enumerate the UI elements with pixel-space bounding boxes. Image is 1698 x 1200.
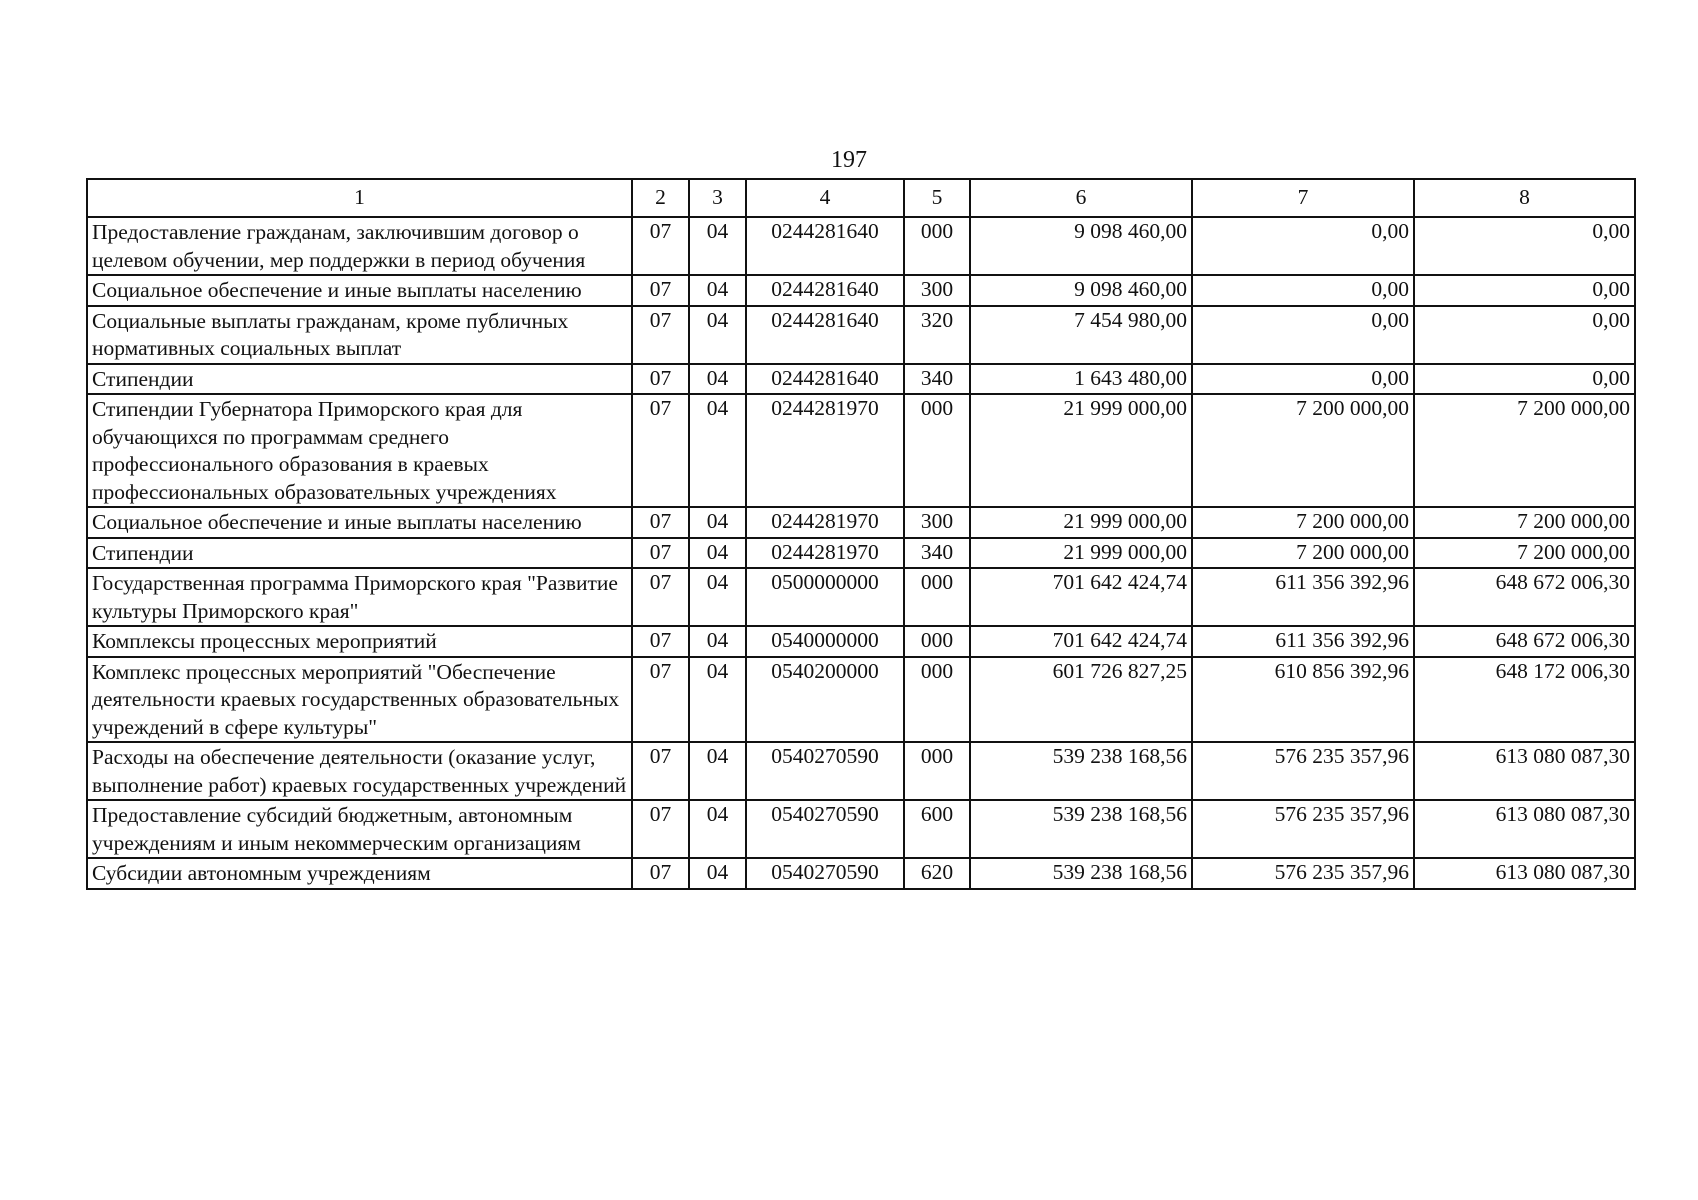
- table-row: [87, 538, 1635, 569]
- column-header: 7: [1192, 179, 1414, 217]
- table-row: [87, 800, 1635, 858]
- amount-col8-cell: 0,00: [1414, 306, 1635, 364]
- row-name-cell: Социальное обеспечение и иные выплаты населению: [87, 507, 632, 538]
- amount-col8-cell: 0,00: [1414, 364, 1635, 395]
- subsection-code-cell: 04: [689, 217, 746, 275]
- amount-col6-cell: 539 238 168,56: [970, 742, 1192, 800]
- subsection-code-cell: 04: [689, 657, 746, 743]
- subsection-code-cell: 04: [689, 275, 746, 306]
- amount-col8-cell: 7 200 000,00: [1414, 507, 1635, 538]
- expense-type-cell: 340: [904, 364, 970, 395]
- table-row: [87, 364, 1635, 395]
- amount-col7-cell: 7 200 000,00: [1192, 394, 1414, 507]
- expense-type-cell: 000: [904, 394, 970, 507]
- row-name-cell: Комплекс процессных мероприятий "Обеспечение деятельности краевых государственных образовательных учреждений в сфере культуры": [87, 657, 632, 743]
- table-row: [87, 742, 1635, 800]
- column-header: 5: [904, 179, 970, 217]
- target-article-cell: 0244281970: [746, 507, 904, 538]
- subsection-code-cell: 04: [689, 394, 746, 507]
- subsection-code-cell: 04: [689, 364, 746, 395]
- page-number: 197: [831, 147, 867, 173]
- target-article-cell: 0540270590: [746, 742, 904, 800]
- subsection-code-cell: 04: [689, 800, 746, 858]
- row-name-cell: Предоставление субсидий бюджетным, автономным учреждениям и иным некоммерческим организациям: [87, 800, 632, 858]
- target-article-cell: 0540270590: [746, 800, 904, 858]
- amount-col8-cell: 648 672 006,30: [1414, 626, 1635, 657]
- subsection-code-cell: 04: [689, 538, 746, 569]
- table-row: [87, 657, 1635, 743]
- amount-col8-cell: 613 080 087,30: [1414, 742, 1635, 800]
- expense-type-cell: 000: [904, 568, 970, 626]
- column-header: 4: [746, 179, 904, 217]
- row-name-cell: Субсидии автономным учреждениям: [87, 858, 632, 889]
- target-article-cell: 0500000000: [746, 568, 904, 626]
- column-header: 6: [970, 179, 1192, 217]
- amount-col7-cell: 576 235 357,96: [1192, 800, 1414, 858]
- expense-type-cell: 000: [904, 657, 970, 743]
- section-code-cell: 07: [632, 306, 689, 364]
- amount-col6-cell: 539 238 168,56: [970, 858, 1192, 889]
- table-row: [87, 217, 1635, 275]
- amount-col8-cell: 648 172 006,30: [1414, 657, 1635, 743]
- row-name-cell: Предоставление гражданам, заключившим договор о целевом обучении, мер поддержки в период обучения: [87, 217, 632, 275]
- row-name-cell: Стипендии Губернатора Приморского края для обучающихся по программам среднего профессионального образования в краевых профессиональных образовательных учреждениях: [87, 394, 632, 507]
- expense-type-cell: 300: [904, 275, 970, 306]
- row-name-cell: Стипендии: [87, 364, 632, 395]
- table-row: [87, 626, 1635, 657]
- amount-col6-cell: 539 238 168,56: [970, 800, 1192, 858]
- subsection-code-cell: 04: [689, 626, 746, 657]
- target-article-cell: 0244281640: [746, 217, 904, 275]
- expense-type-cell: 000: [904, 626, 970, 657]
- expense-type-cell: 300: [904, 507, 970, 538]
- amount-col7-cell: 610 856 392,96: [1192, 657, 1414, 743]
- amount-col7-cell: 0,00: [1192, 306, 1414, 364]
- target-article-cell: 0244281640: [746, 364, 904, 395]
- amount-col6-cell: 701 642 424,74: [970, 626, 1192, 657]
- row-name-cell: Стипендии: [87, 538, 632, 569]
- expense-type-cell: 620: [904, 858, 970, 889]
- section-code-cell: 07: [632, 507, 689, 538]
- target-article-cell: 0244281970: [746, 538, 904, 569]
- expense-type-cell: 340: [904, 538, 970, 569]
- section-code-cell: 07: [632, 742, 689, 800]
- amount-col8-cell: 0,00: [1414, 217, 1635, 275]
- section-code-cell: 07: [632, 657, 689, 743]
- table-row: [87, 858, 1635, 889]
- subsection-code-cell: 04: [689, 858, 746, 889]
- row-name-cell: Социальное обеспечение и иные выплаты населению: [87, 275, 632, 306]
- row-name-cell: Социальные выплаты гражданам, кроме публичных нормативных социальных выплат: [87, 306, 632, 364]
- section-code-cell: 07: [632, 364, 689, 395]
- amount-col7-cell: 0,00: [1192, 217, 1414, 275]
- amount-col6-cell: 1 643 480,00: [970, 364, 1192, 395]
- expense-type-cell: 320: [904, 306, 970, 364]
- row-name-cell: Расходы на обеспечение деятельности (оказание услуг, выполнение работ) краевых государственных учреждений: [87, 742, 632, 800]
- amount-col7-cell: 0,00: [1192, 275, 1414, 306]
- section-code-cell: 07: [632, 858, 689, 889]
- table-row: [87, 306, 1635, 364]
- amount-col7-cell: 576 235 357,96: [1192, 742, 1414, 800]
- target-article-cell: 0540000000: [746, 626, 904, 657]
- column-header: 8: [1414, 179, 1635, 217]
- section-code-cell: 07: [632, 568, 689, 626]
- amount-col8-cell: 7 200 000,00: [1414, 538, 1635, 569]
- subsection-code-cell: 04: [689, 306, 746, 364]
- amount-col8-cell: 613 080 087,30: [1414, 858, 1635, 889]
- table-row: [87, 568, 1635, 626]
- target-article-cell: 0244281640: [746, 275, 904, 306]
- amount-col8-cell: 613 080 087,30: [1414, 800, 1635, 858]
- section-code-cell: 07: [632, 800, 689, 858]
- amount-col7-cell: 611 356 392,96: [1192, 568, 1414, 626]
- amount-col6-cell: 7 454 980,00: [970, 306, 1192, 364]
- target-article-cell: 0540200000: [746, 657, 904, 743]
- section-code-cell: 07: [632, 538, 689, 569]
- amount-col6-cell: 21 999 000,00: [970, 507, 1192, 538]
- amount-col8-cell: 7 200 000,00: [1414, 394, 1635, 507]
- amount-col6-cell: 701 642 424,74: [970, 568, 1192, 626]
- amount-col8-cell: 0,00: [1414, 275, 1635, 306]
- expense-type-cell: 000: [904, 217, 970, 275]
- section-code-cell: 07: [632, 626, 689, 657]
- section-code-cell: 07: [632, 217, 689, 275]
- amount-col8-cell: 648 672 006,30: [1414, 568, 1635, 626]
- table-row: [87, 275, 1635, 306]
- amount-col6-cell: 9 098 460,00: [970, 275, 1192, 306]
- header-row: [87, 179, 1635, 217]
- subsection-code-cell: 04: [689, 507, 746, 538]
- table-row: [87, 507, 1635, 538]
- amount-col7-cell: 576 235 357,96: [1192, 858, 1414, 889]
- target-article-cell: 0540270590: [746, 858, 904, 889]
- budget-table: [86, 178, 1636, 890]
- target-article-cell: 0244281640: [746, 306, 904, 364]
- table-row: [87, 394, 1635, 507]
- amount-col6-cell: 601 726 827,25: [970, 657, 1192, 743]
- column-header: 2: [632, 179, 689, 217]
- row-name-cell: Государственная программа Приморского края "Развитие культуры Приморского края": [87, 568, 632, 626]
- expense-type-cell: 000: [904, 742, 970, 800]
- subsection-code-cell: 04: [689, 742, 746, 800]
- row-name-cell: Комплексы процессных мероприятий: [87, 626, 632, 657]
- amount-col6-cell: 9 098 460,00: [970, 217, 1192, 275]
- amount-col7-cell: 7 200 000,00: [1192, 507, 1414, 538]
- amount-col7-cell: 0,00: [1192, 364, 1414, 395]
- column-header: 3: [689, 179, 746, 217]
- amount-col7-cell: 7 200 000,00: [1192, 538, 1414, 569]
- section-code-cell: 07: [632, 275, 689, 306]
- column-header: 1: [87, 179, 632, 217]
- section-code-cell: 07: [632, 394, 689, 507]
- subsection-code-cell: 04: [689, 568, 746, 626]
- amount-col7-cell: 611 356 392,96: [1192, 626, 1414, 657]
- amount-col6-cell: 21 999 000,00: [970, 538, 1192, 569]
- amount-col6-cell: 21 999 000,00: [970, 394, 1192, 507]
- expense-type-cell: 600: [904, 800, 970, 858]
- target-article-cell: 0244281970: [746, 394, 904, 507]
